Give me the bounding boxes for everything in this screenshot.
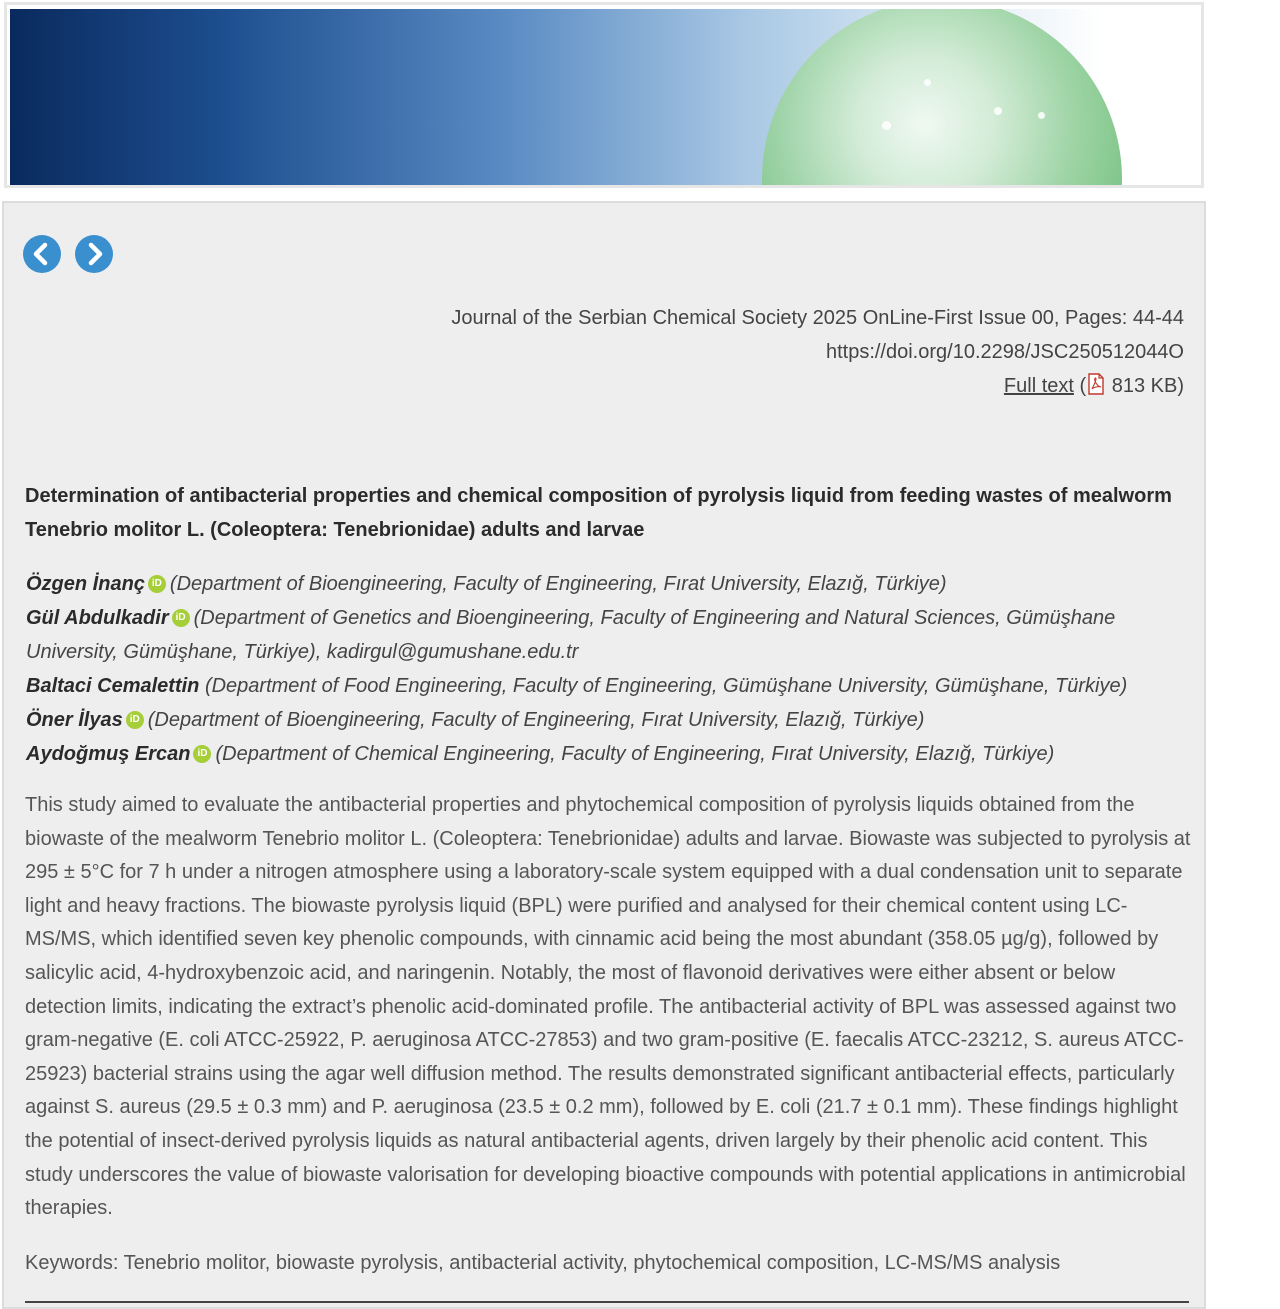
chevron-right-icon (75, 235, 113, 273)
banner-image (10, 9, 1198, 187)
article-title: Determination of antibacterial properties and chemical composition of pyrolysis liquid from feeding wastes of mealworm Tenebrio molitor L. (Coleoptera: Tenebrionidae) adults and larvae (25, 485, 1172, 541)
author-affiliation: (Department of Bioengineering, Faculty of Engineering, Fırat University, Elazığ, Türkiye) (169, 573, 947, 595)
file-size: 813 KB) (1111, 375, 1184, 397)
author-name[interactable]: Aydoğmuş Ercan (26, 743, 191, 765)
open-paren: ( (1079, 375, 1087, 397)
author-name[interactable]: Öner İlyas (26, 709, 123, 731)
article-panel (2, 201, 1206, 1309)
journal-banner (4, 2, 1204, 188)
author-affiliation: (Department of Chemical Engineering, Faculty of Engineering, Fırat University, Elazığ, Türkiye) (215, 743, 1055, 765)
orcid-icon[interactable]: iD (172, 609, 190, 627)
globe-highlight (1038, 112, 1045, 119)
author-entry (26, 703, 1186, 737)
chevron-left-icon (23, 235, 61, 273)
globe-highlight (882, 121, 891, 130)
author-name[interactable]: Gül Abdulkadir (26, 607, 169, 629)
article-meta (451, 301, 1184, 406)
next-article-button[interactable] (75, 235, 113, 273)
author-entry (26, 601, 1186, 669)
author-entry (26, 567, 1186, 601)
orcid-icon[interactable]: iD (126, 711, 144, 729)
globe-highlight (924, 79, 931, 86)
orcid-icon[interactable]: iD (193, 745, 211, 763)
author-affiliation: (Department of Bioengineering, Faculty of Engineering, Fırat University, Elazığ, Türkiye) (147, 709, 925, 731)
keywords: Keywords: Tenebrio molitor, biowaste pyrolysis, antibacterial activity, phytochemical composition, LC-MS/MS analysis (25, 1252, 1061, 1274)
author-name[interactable]: Özgen İnanç (26, 573, 145, 595)
author-affiliation: (Department of Genetics and Bioengineering, Faculty of Engineering and Natural Sciences, Gümüşhane University, Gümüşhane, Türkiye), kadirgul@gumushane.edu.tr (26, 607, 1116, 663)
author-affiliation: (Department of Food Engineering, Faculty of Engineering, Gümüşhane University, Gümüşhane, Türkiye) (204, 675, 1128, 697)
globe-graphic (762, 9, 1122, 187)
abstract: This study aimed to evaluate the antibacterial properties and phytochemical composition of pyrolysis liquids obtained from the biowaste of the mealworm Tenebrio molitor L. (Coleoptera: Tenebrionidae) adults and larvae. Biowaste was subjected to pyrolysis at 295 ± 5°C for 7 h under a nitrogen atmosphere using a laboratory-scale system equipped with a dual condensation unit to separate light and heavy fractions. The biowaste pyrolysis liquid (BPL) were purified and analysed for their chemical content using LC-MS/MS, which identified seven key phenolic compounds, with cinnamic acid being the most abundant (358.05 µg/g), followed by salicylic acid, 4-hydroxybenzoic acid, and naringenin. Notably, the most of flavonoid derivatives were either absent or below detection limits, indicating the extract’s phenolic acid-dominated profile. The antibacterial activity of BPL was assessed against two gram-negative (E. coli ATCC-25922, P. aeruginosa ATCC-27853) and two gram-positive (E. faecalis ATCC-23212, S. aureus ATCC-25923) bacterial strains using the agar well diffusion method. The results demonstrated significant antibacterial effects, particularly against S. aureus (29.5 ± 0.3 mm) and P. aeruginosa (23.5 ± 0.2 mm), followed by E. coli (21.7 ± 0.1 mm). These findings highlight the potential of insect-derived pyrolysis liquids as natural antibacterial agents, driven largely by their phenolic acid content. This study underscores the value of biowaste valorisation for developing bioactive compounds with potential applications in antimicrobial therapies. (25, 794, 1191, 1220)
citation: Journal of the Serbian Chemical Society 2025 OnLine-First Issue 00, Pages: 44-44 (451, 307, 1184, 329)
globe-highlight (994, 107, 1002, 115)
author-list (26, 567, 1186, 771)
author-entry (26, 669, 1186, 703)
previous-article-button[interactable] (23, 235, 61, 273)
orcid-icon[interactable]: iD (148, 575, 166, 593)
pdf-icon (1087, 372, 1105, 406)
full-text-link[interactable]: Full text (1003, 375, 1074, 397)
divider (25, 1301, 1189, 1303)
doi-link[interactable]: https://doi.org/10.2298/JSC250512044O (825, 341, 1184, 363)
author-name[interactable]: Baltaci Cemalettin (26, 675, 200, 697)
full-text-line (451, 369, 1184, 406)
author-entry (26, 737, 1186, 771)
